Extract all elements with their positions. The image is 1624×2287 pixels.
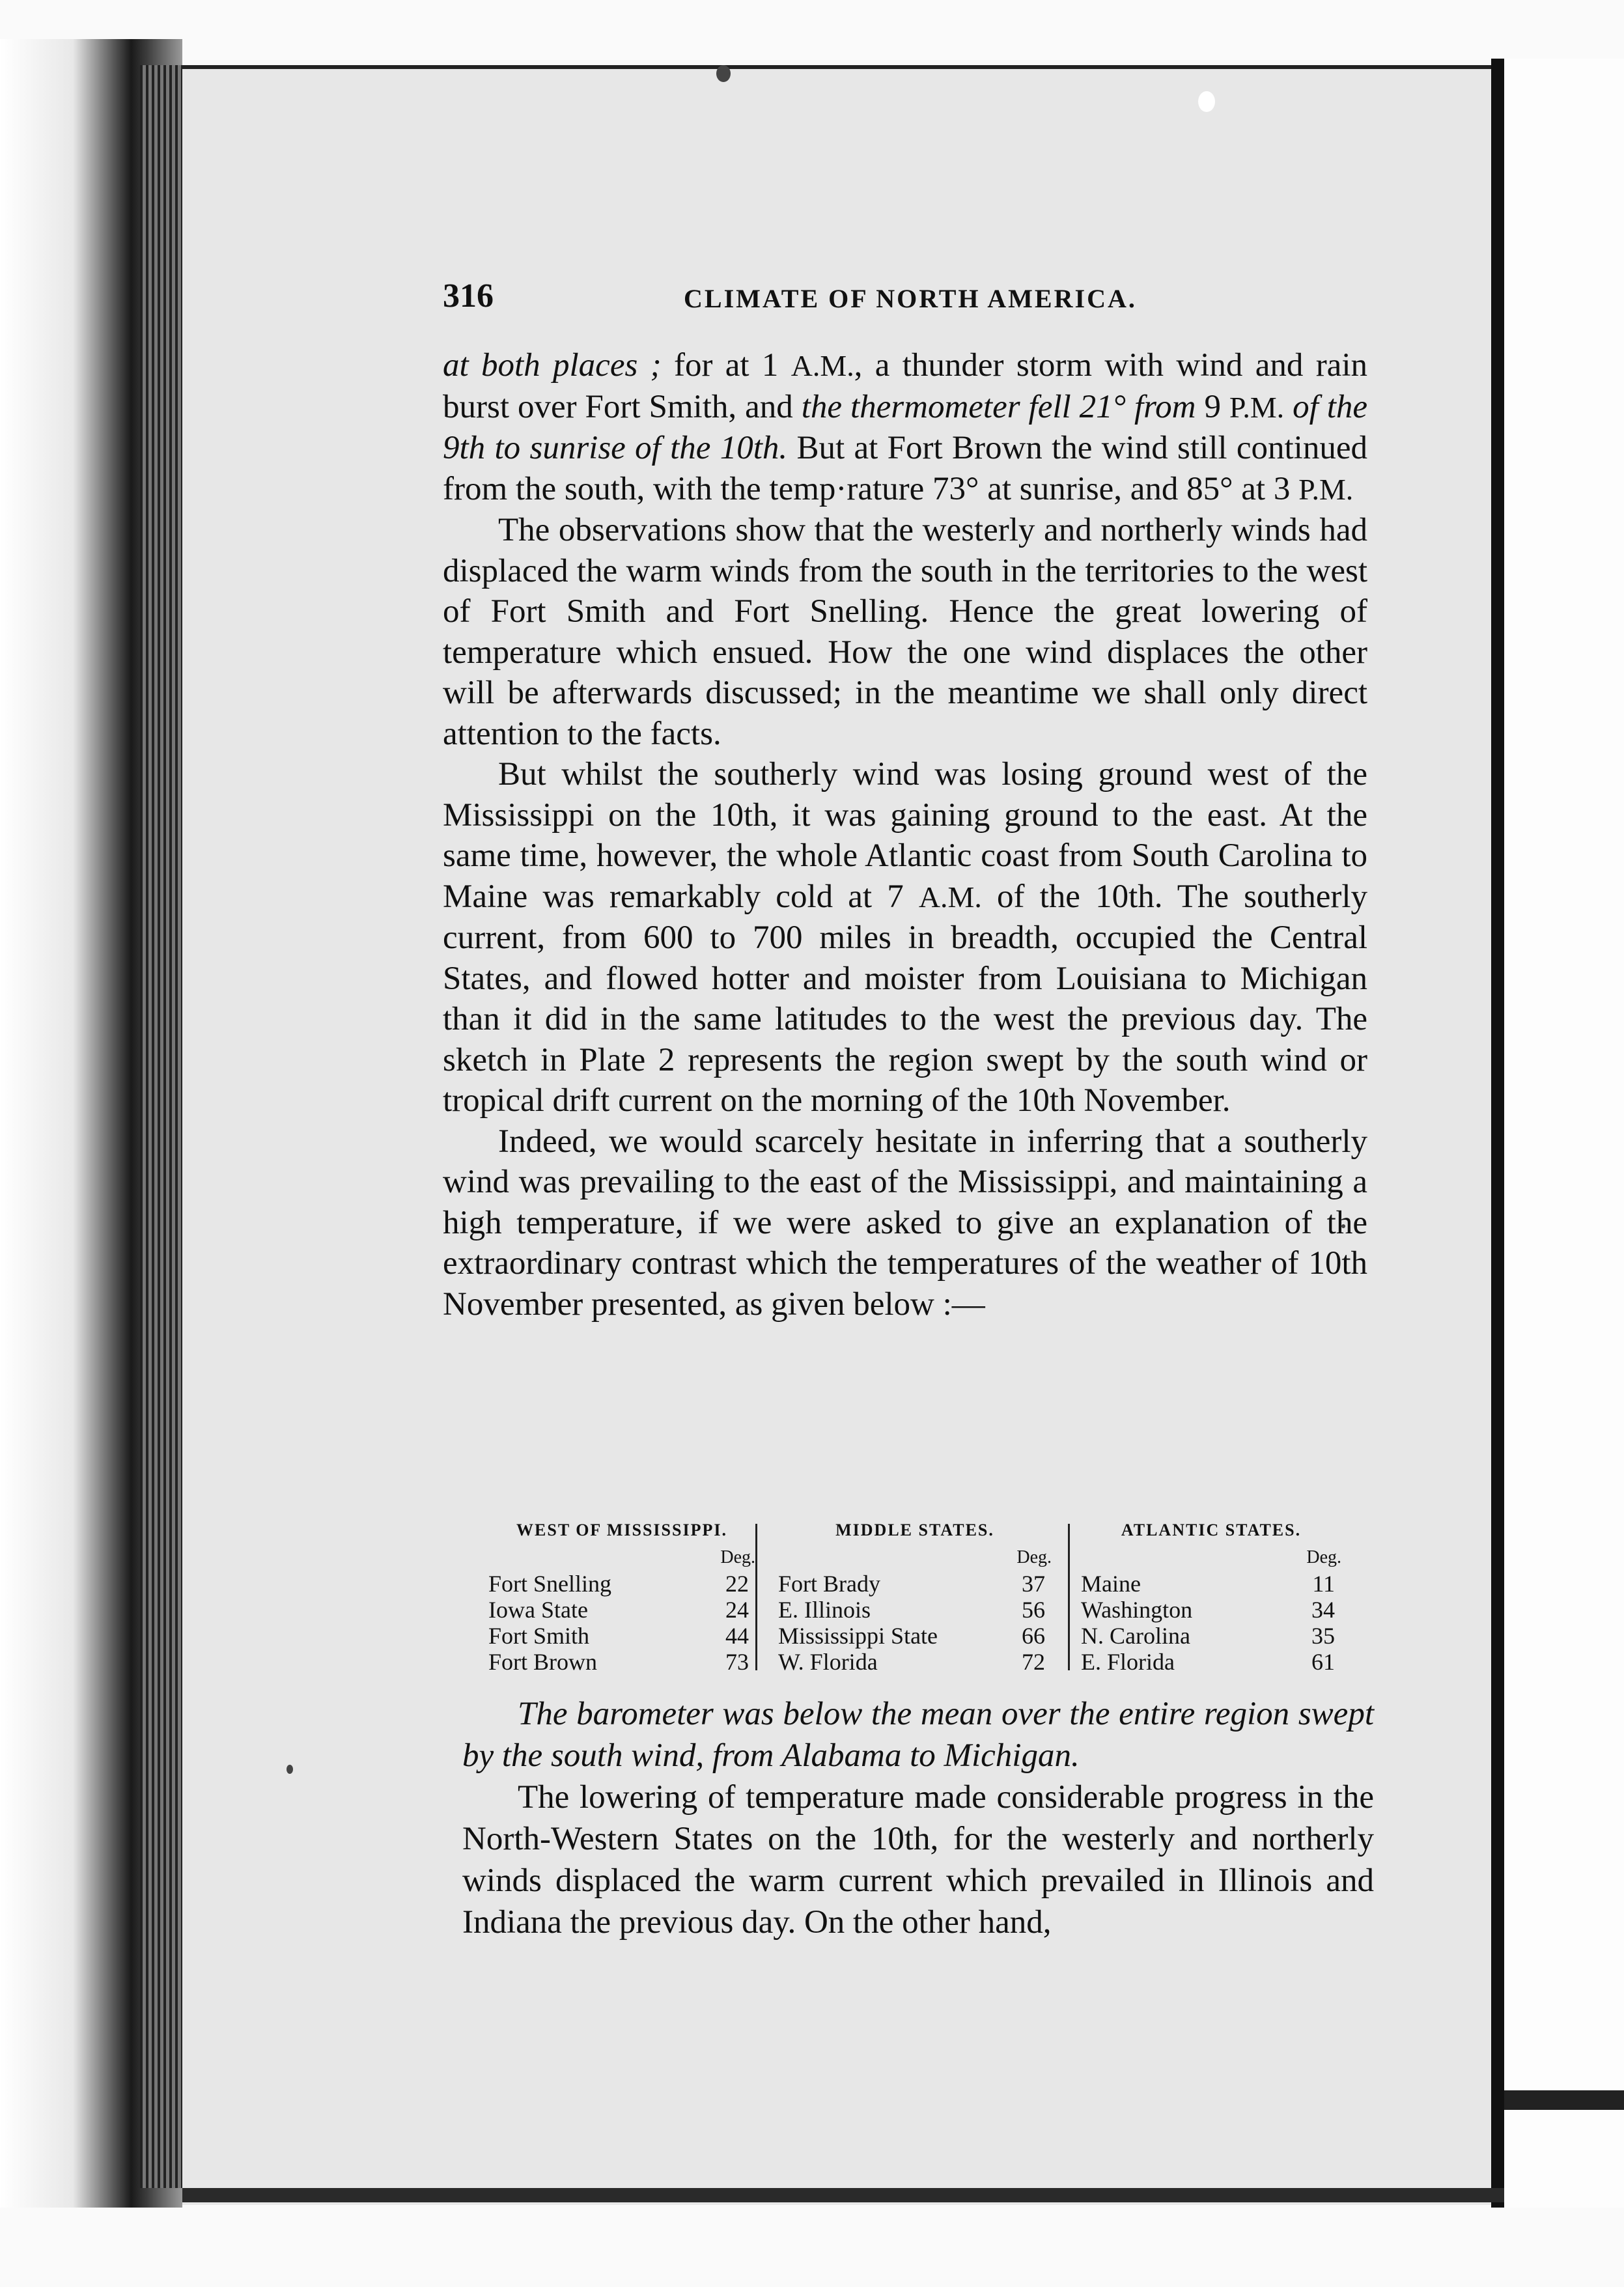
paragraph-1-text-c: 9 (1196, 388, 1229, 425)
temperature-table (482, 1517, 1380, 1674)
paragraph-3 (443, 754, 1367, 1121)
unit-label: Deg. (720, 1547, 755, 1567)
page-bottom-edge (182, 2188, 1504, 2202)
paragraph-5: The barometer was below the mean over the entire region swept by the south wind, from Alabama to Michigan. (462, 1696, 1374, 1774)
paragraph-2: The observations show that the westerly and northerly winds had displaced the warm winds from the south in the territories to the west of Fort Smith and Fort Snelling. Hence the great lowering of temperature which ensued. How the one wind displaces the other will be afterwards discussed; in the meantime we shall only direct attention to the facts. (443, 512, 1367, 752)
body-text (443, 345, 1367, 1325)
paragraph-1-text-b: , a thunder storm with wind and rain burst over Fort Smith, and (443, 347, 1367, 425)
unit-label: Deg. (1016, 1547, 1052, 1567)
table-column-middle (772, 1517, 1058, 1674)
scan-speck (1198, 91, 1215, 112)
table-row (1074, 1571, 1348, 1597)
page-edges-stack (140, 65, 186, 2188)
place-name: Maine (1081, 1571, 1141, 1597)
scan-speck (287, 1765, 293, 1774)
place-name: Fort Brady (778, 1571, 880, 1597)
place-name: E. Florida (1081, 1649, 1175, 1675)
degree-value: 56 (1022, 1597, 1045, 1623)
table-row (482, 1571, 762, 1597)
degree-value: 37 (1022, 1571, 1045, 1597)
table-row (772, 1571, 1058, 1597)
table-row (772, 1623, 1058, 1649)
table-row (1074, 1649, 1348, 1675)
body-text-continued (462, 1693, 1374, 1943)
table-column-west (482, 1517, 762, 1674)
degree-value: 44 (725, 1623, 749, 1649)
table-row (1074, 1597, 1348, 1623)
time-am: A.M. (791, 349, 854, 382)
degree-value: 11 (1312, 1571, 1335, 1597)
degree-value: 66 (1022, 1623, 1045, 1649)
gutter-shadow (1491, 59, 1504, 2208)
column-heading: WEST OF MISSISSIPPI. (516, 1521, 727, 1539)
scan-speck (716, 65, 731, 82)
degree-value: 34 (1311, 1597, 1335, 1623)
place-name: Washington (1081, 1597, 1193, 1623)
table-row (482, 1597, 762, 1623)
table-row (772, 1597, 1058, 1623)
time-pm-2: P.M. (1298, 472, 1354, 506)
paragraph-3-text-a: But whilst the southerly wind was losing ground west of the Mississippi on the 10th, it was gaining ground to the east. At the same time, however, the whole Atlantic coast from South Carolina to Maine was remarkably cold at 7 (443, 756, 1367, 915)
paragraph-1-italic: the thermometer fell 21° from (801, 388, 1196, 425)
page-number: 316 (443, 277, 494, 315)
paragraph-1-lead: at both places ; (443, 347, 662, 384)
time-am-2: A.M. (918, 880, 982, 914)
paragraph-1-italic-2: of the 9th to sunrise of the 10th. (443, 388, 1368, 466)
degree-value: 24 (725, 1597, 749, 1623)
place-name: W. Florida (778, 1649, 878, 1675)
table-row (482, 1649, 762, 1675)
column-divider (755, 1524, 757, 1670)
place-name: Iowa State (488, 1597, 588, 1623)
page-header (443, 277, 1367, 322)
table-row (482, 1623, 762, 1649)
paragraph-4: Indeed, we would scarcely hesitate in inferring that a southerly wind was prevailing to the east of the Mississippi, and maintaining a high temperature, if we were asked to give an explanation of the extraordinary contrast which the temperatures of the weather of 10th November presented, as given below :— (443, 1123, 1367, 1323)
paragraph-1 (443, 345, 1367, 510)
column-heading: ATLANTIC STATES. (1121, 1521, 1302, 1539)
degree-value: 61 (1311, 1649, 1335, 1675)
paragraph-6: The lowering of temperature made considerable progress in the North-Western States on the 10th, for the westerly and northerly winds displaced the warm current which prevailed in Illinois and Indiana the previous day. On the other hand, (462, 1779, 1374, 1941)
place-name: E. Illinois (778, 1597, 871, 1623)
unit-label: Deg. (1306, 1547, 1341, 1567)
place-name: Mississippi State (778, 1623, 938, 1649)
degree-value: 35 (1311, 1623, 1335, 1649)
time-pm: P.M. (1229, 390, 1285, 424)
table-row (772, 1649, 1058, 1675)
column-divider (1068, 1524, 1070, 1670)
running-head: CLIMATE OF NORTH AMERICA. (684, 284, 1137, 313)
table-column-atlantic (1074, 1517, 1348, 1674)
place-name: Fort Snelling (488, 1571, 612, 1597)
facing-page-shadow (1504, 2090, 1624, 2110)
paragraph-1-text-a: for at 1 (661, 347, 791, 384)
degree-value: 22 (725, 1571, 749, 1597)
paragraph-1-text-d: But at Fort Brown the wind still continued from the south, with the temp·rature 73° at sunrise, and 85° at 3 (443, 430, 1367, 507)
degree-value: 72 (1022, 1649, 1045, 1675)
degree-value: 73 (725, 1649, 749, 1675)
facing-page-edge (1504, 59, 1624, 2208)
paragraph-3-text-b: of the 10th. The southerly current, from 600 to 700 miles in breadth, occupied the Central States, and flowed hotter and moister from Louisiana to Michigan than it did in the same latitudes to the west the previous day. The sketch in Plate 2 represents the region swept by the south wind or tropical drift current on the morning of the 10th November. (443, 878, 1367, 1119)
place-name: Fort Smith (488, 1623, 590, 1649)
table-row (1074, 1623, 1348, 1649)
column-heading: MIDDLE STATES. (835, 1521, 994, 1539)
place-name: N. Carolina (1081, 1623, 1190, 1649)
place-name: Fort Brown (488, 1649, 598, 1675)
